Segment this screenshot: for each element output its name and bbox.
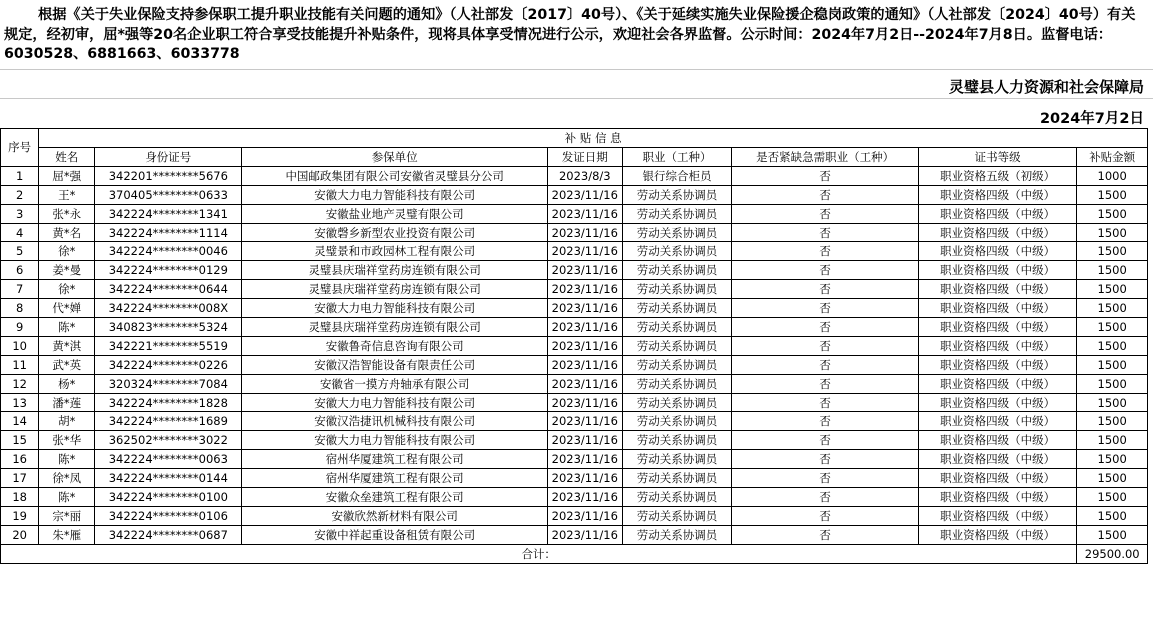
- cell-id: 342224********0046: [95, 242, 242, 261]
- table-row: [1, 299, 1148, 318]
- cell-id: 340823********5324: [95, 318, 242, 337]
- table-row: [1, 204, 1148, 223]
- cell-occupation: 劳动关系协调员: [622, 185, 732, 204]
- table-row: [1, 469, 1148, 488]
- table-row: [1, 393, 1148, 412]
- table-row: [1, 488, 1148, 507]
- cell-employer: 灵璧景和市政园林工程有限公司: [242, 242, 548, 261]
- cell-amount: 1500: [1077, 393, 1148, 412]
- table-row: [1, 223, 1148, 242]
- cell-occupation: 劳动关系协调员: [622, 450, 732, 469]
- cell-occupation: 劳动关系协调员: [622, 374, 732, 393]
- cell-name: 黄*淇: [39, 336, 95, 355]
- cell-id: 342224********1828: [95, 393, 242, 412]
- publish-date: 2024年7月2日: [1039, 111, 1144, 127]
- table-row: [1, 355, 1148, 374]
- cell-cert-level: 职业资格四级（中级）: [918, 488, 1077, 507]
- cell-issue-date: 2023/11/16: [548, 374, 623, 393]
- col-header-amount: 补贴金额: [1077, 148, 1148, 167]
- cell-seq: 15: [1, 431, 39, 450]
- cell-issue-date: 2023/11/16: [548, 242, 623, 261]
- cell-shortage: 否: [732, 450, 918, 469]
- cell-id: 370405********0633: [95, 185, 242, 204]
- cell-seq: 10: [1, 336, 39, 355]
- cell-shortage: 否: [732, 469, 918, 488]
- cell-occupation: 劳动关系协调员: [622, 223, 732, 242]
- cell-name: 张*华: [39, 431, 95, 450]
- cell-name: 朱*雁: [39, 525, 95, 544]
- cell-amount: 1000: [1077, 166, 1148, 185]
- table-row: [1, 412, 1148, 431]
- cell-employer: 灵璧县庆瑞祥堂药房连锁有限公司: [242, 280, 548, 299]
- cell-issue-date: 2023/8/3: [548, 166, 623, 185]
- cell-cert-level: 职业资格四级（中级）: [918, 431, 1077, 450]
- cell-shortage: 否: [732, 204, 918, 223]
- cell-cert-level: 职业资格四级（中级）: [918, 506, 1077, 525]
- cell-id: 342224********0644: [95, 280, 242, 299]
- cell-cert-level: 职业资格四级（中级）: [918, 299, 1077, 318]
- cell-seq: 8: [1, 299, 39, 318]
- cell-id: 362502********3022: [95, 431, 242, 450]
- cell-occupation: 劳动关系协调员: [622, 412, 732, 431]
- issuer-name: 灵璧县人力资源和社会保障局: [948, 78, 1144, 96]
- cell-name: 张*永: [39, 204, 95, 223]
- cell-amount: 1500: [1077, 412, 1148, 431]
- cell-name: 胡*: [39, 412, 95, 431]
- cell-employer: 安徽众垒建筑工程有限公司: [242, 488, 548, 507]
- header-row: [1, 148, 1148, 167]
- col-header-employer: 参保单位: [242, 148, 548, 167]
- cell-cert-level: 职业资格四级（中级）: [918, 525, 1077, 544]
- cell-shortage: 否: [732, 223, 918, 242]
- table-row: [1, 450, 1148, 469]
- cell-issue-date: 2023/11/16: [548, 412, 623, 431]
- cell-occupation: 劳动关系协调员: [622, 355, 732, 374]
- cell-occupation: 劳动关系协调员: [622, 336, 732, 355]
- cell-employer: 安徽大力电力智能科技有限公司: [242, 393, 548, 412]
- cell-issue-date: 2023/11/16: [548, 355, 623, 374]
- cell-seq: 11: [1, 355, 39, 374]
- cell-seq: 9: [1, 318, 39, 337]
- table-row: [1, 318, 1148, 337]
- table-row: [1, 185, 1148, 204]
- cell-cert-level: 职业资格四级（中级）: [918, 223, 1077, 242]
- cell-id: 342201********5676: [95, 166, 242, 185]
- cell-amount: 1500: [1077, 431, 1148, 450]
- table-row: [1, 506, 1148, 525]
- cell-occupation: 劳动关系协调员: [622, 280, 732, 299]
- cell-amount: 1500: [1077, 204, 1148, 223]
- cell-issue-date: 2023/11/16: [548, 431, 623, 450]
- cell-occupation: 劳动关系协调员: [622, 525, 732, 544]
- cell-amount: 1500: [1077, 223, 1148, 242]
- cell-cert-level: 职业资格四级（中级）: [918, 242, 1077, 261]
- cell-issue-date: 2023/11/16: [548, 336, 623, 355]
- cell-cert-level: 职业资格四级（中级）: [918, 318, 1077, 337]
- cell-id: 342224********0226: [95, 355, 242, 374]
- cell-seq: 17: [1, 469, 39, 488]
- cell-amount: 1500: [1077, 185, 1148, 204]
- cell-occupation: 劳动关系协调员: [622, 469, 732, 488]
- cell-shortage: 否: [732, 318, 918, 337]
- cell-occupation: 劳动关系协调员: [622, 261, 732, 280]
- cell-amount: 1500: [1077, 261, 1148, 280]
- grid-line: [0, 98, 1153, 99]
- cell-employer: 灵璧县庆瑞祥堂药房连锁有限公司: [242, 261, 548, 280]
- cell-occupation: 劳动关系协调员: [622, 299, 732, 318]
- cell-occupation: 劳动关系协调员: [622, 318, 732, 337]
- cell-amount: 1500: [1077, 488, 1148, 507]
- cell-name: 宗*丽: [39, 506, 95, 525]
- cell-employer: 安徽汉浩捷讯机械科技有限公司: [242, 412, 548, 431]
- cell-employer: 安徽省一摸方舟轴承有限公司: [242, 374, 548, 393]
- subsidy-table: [0, 128, 1148, 564]
- col-header-shortage: 是否紧缺急需职业（工种）: [732, 148, 918, 167]
- table-row: [1, 261, 1148, 280]
- cell-id: 342224********1114: [95, 223, 242, 242]
- cell-name: 徐*凤: [39, 469, 95, 488]
- cell-employer: 宿州华厦建筑工程有限公司: [242, 450, 548, 469]
- cell-amount: 1500: [1077, 242, 1148, 261]
- cell-seq: 14: [1, 412, 39, 431]
- cell-cert-level: 职业资格四级（中级）: [918, 393, 1077, 412]
- cell-shortage: 否: [732, 261, 918, 280]
- cell-name: 武*英: [39, 355, 95, 374]
- cell-issue-date: 2023/11/16: [548, 450, 623, 469]
- cell-name: 姜*曼: [39, 261, 95, 280]
- cell-name: 代*婵: [39, 299, 95, 318]
- cell-occupation: 劳动关系协调员: [622, 393, 732, 412]
- cell-seq: 1: [1, 166, 39, 185]
- cell-employer: 宿州华厦建筑工程有限公司: [242, 469, 548, 488]
- cell-amount: 1500: [1077, 469, 1148, 488]
- cell-issue-date: 2023/11/16: [548, 223, 623, 242]
- cell-id: 342224********008X: [95, 299, 242, 318]
- cell-amount: 1500: [1077, 318, 1148, 337]
- cell-seq: 16: [1, 450, 39, 469]
- cell-occupation: 劳动关系协调员: [622, 506, 732, 525]
- cell-employer: 安徽中祥起重设备租赁有限公司: [242, 525, 548, 544]
- cell-id: 342224********1689: [95, 412, 242, 431]
- cell-shortage: 否: [732, 185, 918, 204]
- cell-id: 342224********0100: [95, 488, 242, 507]
- cell-amount: 1500: [1077, 374, 1148, 393]
- cell-amount: 1500: [1077, 450, 1148, 469]
- cell-shortage: 否: [732, 488, 918, 507]
- cell-cert-level: 职业资格五级（初级）: [918, 166, 1077, 185]
- cell-issue-date: 2023/11/16: [548, 185, 623, 204]
- cell-shortage: 否: [732, 374, 918, 393]
- cell-amount: 1500: [1077, 525, 1148, 544]
- cell-employer: 安徽汉浩智能设备有限责任公司: [242, 355, 548, 374]
- cell-shortage: 否: [732, 506, 918, 525]
- cell-id: 342224********0106: [95, 506, 242, 525]
- cell-employer: 安徽大力电力智能科技有限公司: [242, 431, 548, 450]
- cell-cert-level: 职业资格四级（中级）: [918, 355, 1077, 374]
- col-header-occupation: 职业（工种）: [622, 148, 732, 167]
- cell-employer: 安徽大力电力智能科技有限公司: [242, 299, 548, 318]
- table-row: [1, 374, 1148, 393]
- cell-cert-level: 职业资格四级（中级）: [918, 412, 1077, 431]
- notice-text: 根据《关于失业保险支持参保职工提升职业技能有关问题的通知》（人社部发〔2017〕40号）、《关于延续实施失业保险援企稳岗政策的通知》（人社部发〔2024〕40号）有关规定，经初审，屈*强等20名企业职工符合享受技能提升补贴条件，现将具体享受情况进行公示，欢迎社会各界监督。公示时间：2024年7月2日--2024年7月8日。监督电话：6030528、6881663、6033778: [4, 7, 1136, 62]
- cell-seq: 19: [1, 506, 39, 525]
- table-row: [1, 166, 1148, 185]
- cell-shortage: 否: [732, 355, 918, 374]
- cell-employer: 安徽欣然新材料有限公司: [242, 506, 548, 525]
- cell-cert-level: 职业资格四级（中级）: [918, 336, 1077, 355]
- cell-shortage: 否: [732, 299, 918, 318]
- cell-occupation: 劳动关系协调员: [622, 431, 732, 450]
- cell-employer: 安徽磬乡新型农业投资有限公司: [242, 223, 548, 242]
- cell-issue-date: 2023/11/16: [548, 393, 623, 412]
- cell-id: 342224********0129: [95, 261, 242, 280]
- cell-shortage: 否: [732, 336, 918, 355]
- cell-seq: 18: [1, 488, 39, 507]
- cell-seq: 13: [1, 393, 39, 412]
- cell-shortage: 否: [732, 412, 918, 431]
- cell-name: 徐*: [39, 280, 95, 299]
- cell-id: 342224********1341: [95, 204, 242, 223]
- cell-shortage: 否: [732, 393, 918, 412]
- cell-cert-level: 职业资格四级（中级）: [918, 469, 1077, 488]
- cell-amount: 1500: [1077, 355, 1148, 374]
- cell-issue-date: 2023/11/16: [548, 318, 623, 337]
- total-row: [1, 544, 1148, 563]
- cell-occupation: 劳动关系协调员: [622, 204, 732, 223]
- col-header-id: 身份证号: [95, 148, 242, 167]
- cell-id: 342224********0144: [95, 469, 242, 488]
- cell-name: 王*: [39, 185, 95, 204]
- cell-seq: 20: [1, 525, 39, 544]
- cell-shortage: 否: [732, 166, 918, 185]
- cell-issue-date: 2023/11/16: [548, 506, 623, 525]
- cell-id: 342224********0687: [95, 525, 242, 544]
- total-value: 29500.00: [1077, 544, 1148, 563]
- table-row: [1, 525, 1148, 544]
- total-label: 合计：: [1, 544, 1077, 563]
- cell-seq: 3: [1, 204, 39, 223]
- cell-issue-date: 2023/11/16: [548, 261, 623, 280]
- cell-seq: 12: [1, 374, 39, 393]
- cell-issue-date: 2023/11/16: [548, 469, 623, 488]
- cell-cert-level: 职业资格四级（中级）: [918, 204, 1077, 223]
- col-header-issue-date: 发证日期: [548, 148, 623, 167]
- cell-id: 320324********7084: [95, 374, 242, 393]
- cell-employer: 安徽盐业地产灵璧有限公司: [242, 204, 548, 223]
- cell-shortage: 否: [732, 431, 918, 450]
- cell-amount: 1500: [1077, 299, 1148, 318]
- cell-name: 屈*强: [39, 166, 95, 185]
- cell-issue-date: 2023/11/16: [548, 204, 623, 223]
- table-row: [1, 242, 1148, 261]
- cell-employer: 安徽鲁奇信息咨询有限公司: [242, 336, 548, 355]
- cell-shortage: 否: [732, 280, 918, 299]
- col-header-cert-level: 证书等级: [918, 148, 1077, 167]
- grid-line: [0, 69, 1153, 70]
- cell-amount: 1500: [1077, 336, 1148, 355]
- cell-cert-level: 职业资格四级（中级）: [918, 261, 1077, 280]
- cell-name: 潘*莲: [39, 393, 95, 412]
- cell-occupation: 劳动关系协调员: [622, 488, 732, 507]
- cell-seq: 6: [1, 261, 39, 280]
- cell-amount: 1500: [1077, 506, 1148, 525]
- cell-issue-date: 2023/11/16: [548, 488, 623, 507]
- cell-name: 陈*: [39, 450, 95, 469]
- cell-seq: 4: [1, 223, 39, 242]
- col-header-name: 姓名: [39, 148, 95, 167]
- cell-seq: 5: [1, 242, 39, 261]
- cell-employer: 安徽大力电力智能科技有限公司: [242, 185, 548, 204]
- cell-cert-level: 职业资格四级（中级）: [918, 374, 1077, 393]
- cell-name: 陈*: [39, 318, 95, 337]
- cell-shortage: 否: [732, 525, 918, 544]
- cell-id: 342221********5519: [95, 336, 242, 355]
- table-row: [1, 336, 1148, 355]
- cell-shortage: 否: [732, 242, 918, 261]
- cell-issue-date: 2023/11/16: [548, 280, 623, 299]
- cell-seq: 7: [1, 280, 39, 299]
- cell-name: 杨*: [39, 374, 95, 393]
- cell-id: 342224********0063: [95, 450, 242, 469]
- cell-name: 徐*: [39, 242, 95, 261]
- cell-cert-level: 职业资格四级（中级）: [918, 450, 1077, 469]
- cell-employer: 灵璧县庆瑞祥堂药房连锁有限公司: [242, 318, 548, 337]
- header-group-row: [1, 129, 1148, 148]
- cell-cert-level: 职业资格四级（中级）: [918, 185, 1077, 204]
- cell-occupation: 劳动关系协调员: [622, 242, 732, 261]
- cell-issue-date: 2023/11/16: [548, 299, 623, 318]
- seq-header: 序号: [1, 129, 39, 167]
- cell-employer: 中国邮政集团有限公司安徽省灵璧县分公司: [242, 166, 548, 185]
- table-row: [1, 280, 1148, 299]
- cell-cert-level: 职业资格四级（中级）: [918, 280, 1077, 299]
- cell-amount: 1500: [1077, 280, 1148, 299]
- cell-issue-date: 2023/11/16: [548, 525, 623, 544]
- table-row: [1, 431, 1148, 450]
- cell-name: 黄*名: [39, 223, 95, 242]
- cell-seq: 2: [1, 185, 39, 204]
- cell-name: 陈*: [39, 488, 95, 507]
- group-header: 补 贴 信 息: [39, 129, 1148, 148]
- cell-occupation: 银行综合柜员: [622, 166, 732, 185]
